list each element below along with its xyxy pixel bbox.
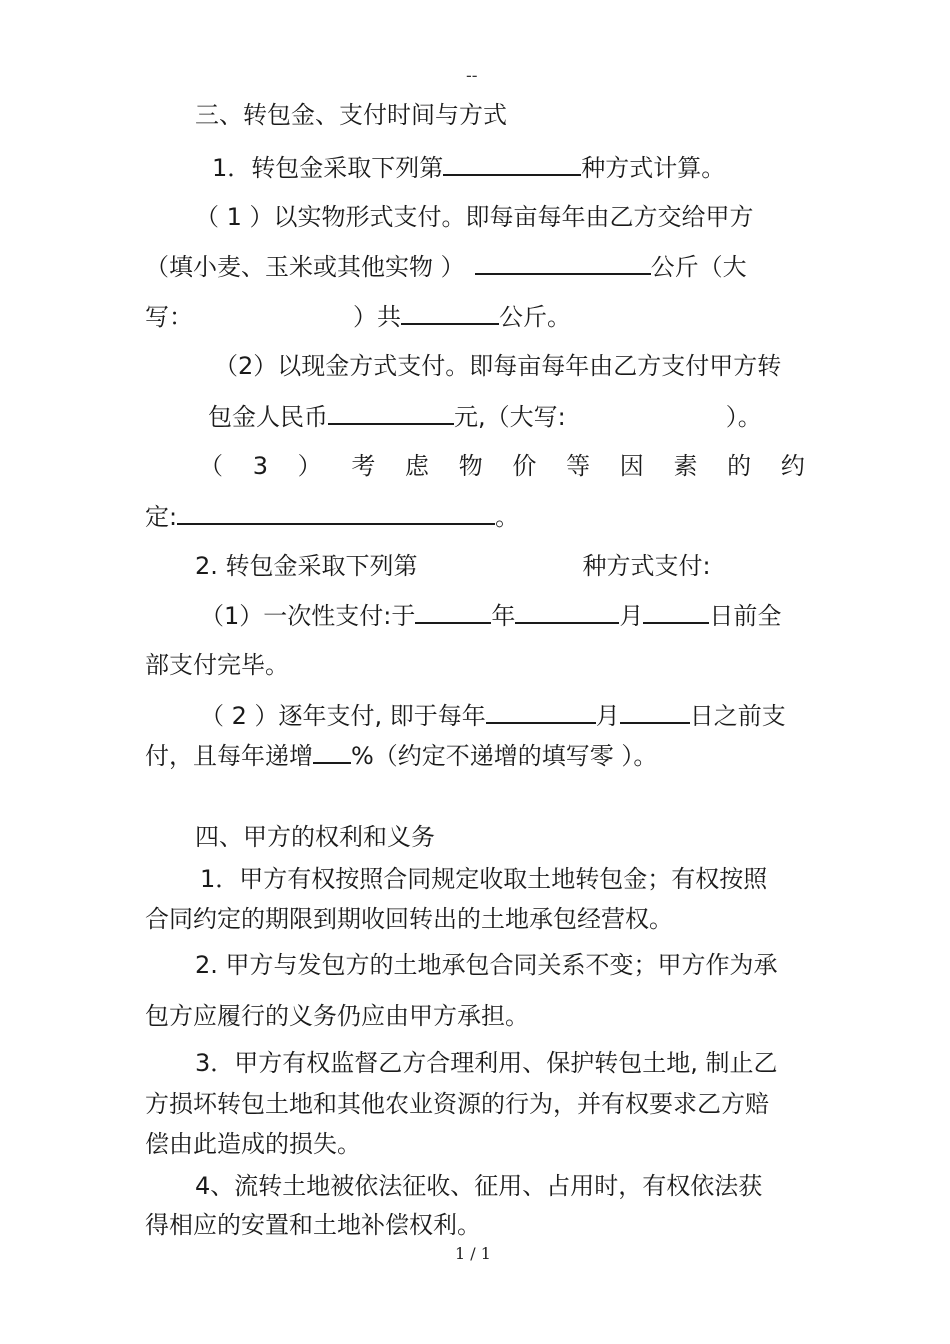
- fill-blank[interactable]: [177, 501, 495, 525]
- char: 等: [566, 452, 591, 480]
- fill-blank[interactable]: [515, 600, 619, 624]
- text: 月: [595, 702, 620, 730]
- s4-item-2-line-1: 2. 甲方与发包方的土地承包合同关系不变；甲方作为承: [195, 951, 778, 979]
- text: %（约定不递增的填写零 ）。: [351, 742, 658, 770]
- s4-item-1-line-2: 合同约定的期限到期收回转出的土地承包经营权。: [145, 905, 673, 933]
- char: 的: [727, 452, 752, 480]
- text: 元,（大写:: [454, 403, 566, 431]
- s4-item-2-line-2: 包方应履行的义务仍应由甲方承担。: [145, 1002, 529, 1030]
- text: 种方式计算。: [581, 154, 726, 182]
- s4-item-3-line-1: 3．甲方有权监督乙方合理利用、保护转包土地, 制止乙: [195, 1049, 778, 1077]
- section-4-title: 四、甲方的权利和义务: [195, 823, 435, 851]
- fill-blank[interactable]: [401, 301, 499, 325]
- char: （: [199, 452, 223, 480]
- paragraph-10: [200, 600, 950, 631]
- paragraph-3: [145, 251, 950, 282]
- char: 考: [351, 452, 376, 480]
- char: 虑: [405, 452, 430, 480]
- char: ）: [297, 452, 322, 480]
- text: 2. 转包金采取下列第: [195, 552, 418, 580]
- fill-blank[interactable]: [328, 401, 454, 425]
- header-mark: --: [466, 66, 478, 85]
- paragraph-6: [208, 401, 950, 432]
- text: （1）一次性支付:于: [200, 602, 416, 630]
- text: （ 2 ）逐年支付, 即于每年: [200, 702, 486, 730]
- paragraph-7: [199, 451, 805, 481]
- char: 因: [619, 452, 644, 480]
- text: ）共: [353, 303, 401, 331]
- char: 物: [458, 452, 483, 480]
- section-3-title: 三、转包金、支付时间与方式: [195, 101, 507, 129]
- fill-blank[interactable]: [313, 740, 351, 764]
- s4-item-1-line-1: 1．甲方有权按照合同规定收取土地转包金；有权按照: [200, 865, 768, 893]
- text: 写：: [145, 303, 193, 331]
- char: 价: [512, 452, 537, 480]
- text: 年: [491, 602, 516, 630]
- paragraph-12: [200, 700, 950, 731]
- paragraph-1: [212, 152, 950, 183]
- text: 月: [619, 602, 644, 630]
- paragraph-11: 部支付完毕。: [145, 651, 289, 679]
- page-number: 1 / 1: [455, 1244, 491, 1263]
- text: ）。: [725, 403, 762, 431]
- fill-blank[interactable]: [643, 600, 709, 624]
- paragraph-13: [145, 740, 950, 771]
- s4-item-3-line-2: 方损坏转包土地和其他农业资源的行为，并有权要求乙方赔: [145, 1090, 769, 1118]
- text: 包金人民币: [208, 403, 328, 431]
- text: （填小麦、玉米或其他实物 ）: [145, 253, 465, 281]
- s4-item-4-line-2: 得相应的安置和土地补偿权利。: [145, 1211, 481, 1239]
- s4-item-3-line-3: 偿由此造成的损失。: [145, 1130, 361, 1158]
- fill-blank[interactable]: [486, 700, 596, 724]
- paragraph-5: （2）以现金方式支付。即每亩每年由乙方支付甲方转: [214, 352, 782, 380]
- text: 付，且每年递增: [145, 742, 313, 770]
- text: 1．转包金采取下列第: [212, 154, 444, 182]
- paragraph-2: （ 1 ）以实物形式支付。即每亩每年由乙方交给甲方: [195, 203, 754, 231]
- paragraph-4: [145, 301, 950, 332]
- paragraph-8: [145, 501, 950, 532]
- fill-blank[interactable]: [415, 600, 491, 624]
- fill-blank[interactable]: [620, 700, 690, 724]
- fill-blank[interactable]: [475, 251, 651, 275]
- char: 约: [780, 452, 805, 480]
- text: 日前全: [709, 602, 782, 630]
- text: 公斤（大: [650, 253, 747, 281]
- text: 日之前支: [689, 702, 786, 730]
- text: 公斤。: [499, 303, 571, 331]
- paragraph-9: [195, 551, 950, 581]
- s4-item-4-line-1: 4、流转土地被依法征收、征用、占用时，有权依法获: [195, 1172, 763, 1200]
- text: 种方式支付:: [582, 552, 711, 580]
- text: 定:: [145, 503, 178, 531]
- text: 。: [495, 503, 520, 531]
- char: 素: [673, 452, 698, 480]
- char: 3: [252, 452, 268, 480]
- fill-blank[interactable]: [443, 152, 581, 176]
